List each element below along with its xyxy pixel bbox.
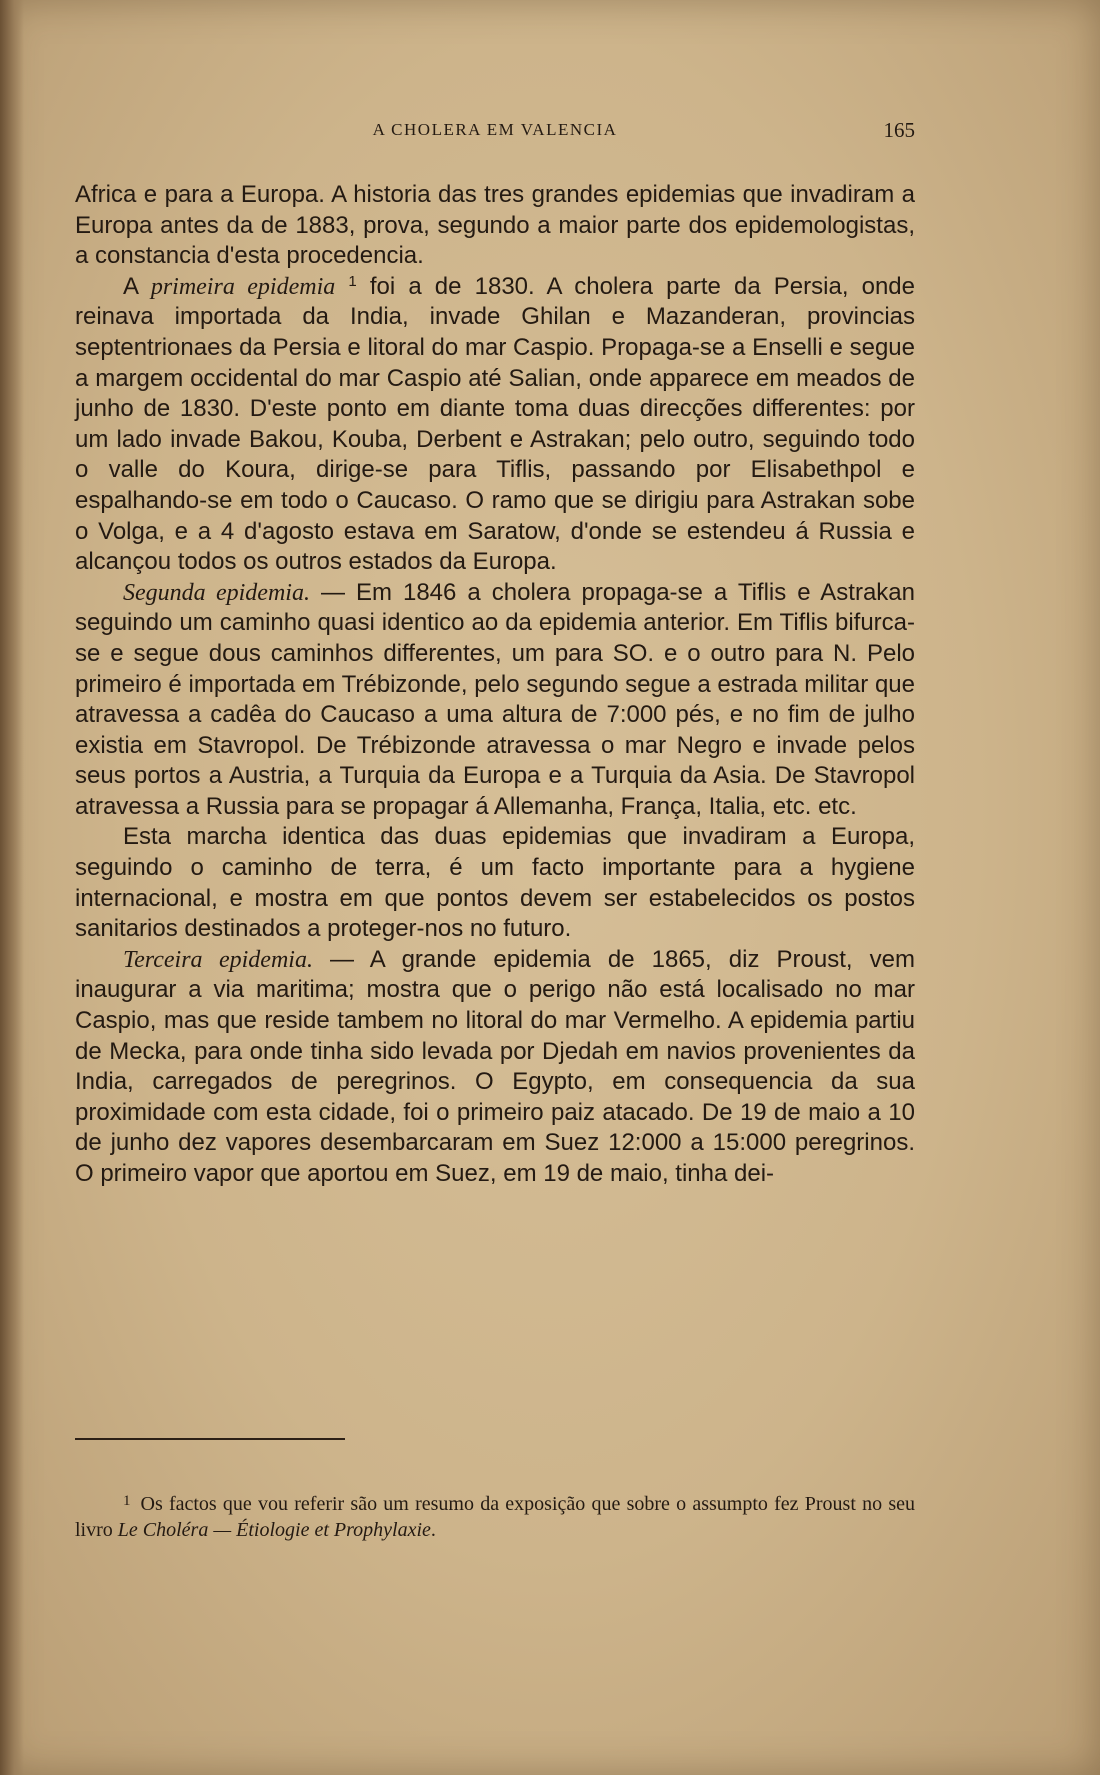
paragraph-5	[75, 945, 915, 1190]
body-text	[75, 180, 915, 1190]
paragraph-4	[75, 822, 915, 944]
paragraph-text: Africa e para a Europa. A historia das tres grandes epidemias que invadiram a Europa antes da de 1883, prova, segundo a maior parte dos epidemologistas, a constancia d'esta procedencia.	[75, 181, 915, 270]
footnote-text: Os factos que vou referir são um resumo da exposição que sobre o assumpto fez Proust no seu livro	[75, 1493, 915, 1541]
book-spine-shadow	[0, 0, 24, 1775]
paragraph-1	[75, 180, 915, 272]
paragraph-text: Esta marcha identica das duas epidemias que invadiram a Europa, seguindo o caminho de terra, é um facto importante para a hygiene internacional, e mostra em que pontos devem ser estabelecidos os postos sanitarios destinados a proteger-nos no futuro.	[75, 823, 915, 943]
footnote-book-title: Le Choléra — Étiologie et Prophylaxie	[117, 1519, 431, 1541]
footnote	[75, 1488, 915, 1543]
paragraph-3	[75, 578, 915, 823]
page-number: 165	[883, 118, 915, 142]
footnote-divider	[75, 1438, 345, 1440]
footnote-reference: 1	[348, 272, 357, 290]
paragraph-2	[75, 272, 915, 578]
running-title: A CHOLERA EM VALENCIA	[372, 120, 618, 139]
footnote-end: .	[430, 1519, 436, 1541]
running-head	[75, 118, 915, 146]
paragraph-text: — Em 1846 a cholera propaga-se a Tiflis e Astrakan seguindo um caminho quasi identico ao da epidemia anterior. Em Tiflis bifurca-se e segue dous caminhos differentes, um para SO. e o outro para N. Pelo primeiro é importada em Trébizonde, pelo segundo segue a estrada militar que atravessa a cadêa do Caucaso a uma altura de 7:000 pés, e no fim de julho existia em Stavropol. De Trébizonde atravessa o mar Negro e invade pelos seus portos a Austria, a Turquia da Europa e a Turquia da Asia. De Stavropol atravessa a Russia para se propagar á Allemanha, França, Italia, etc. etc.	[75, 578, 915, 820]
italic-heading: Segunda epidemia.	[123, 579, 310, 606]
paragraph-text: foi a de 1830. A cholera parte da Persia, onde reinava importada da India, invade Ghilan e Mazanderan, provincias septentrionaes da Persia e litoral do mar Caspio. Propaga-se a Enselli e segue a margem occidental do mar Caspio até Salian, onde apparece em meados de junho de 1830. D'este ponto em diante toma duas direcções differentes: por um lado invade Bakou, Kouba, Derbent e Astrakan; pelo outro, seguindo todo o valle do Koura, dirige-se para Tiflis, passando por Elisabethpol e espalhando-se em todo o Caucaso. O ramo que se dirigiu para Astrakan sobe o Volga, e a 4 d'agosto estava em Saratow, d'onde se estendeu á Russia e alcançou todos os outros estados da Europa.	[75, 272, 916, 576]
footnote-mark: 1	[123, 1493, 131, 1509]
paragraph-pre: A	[123, 272, 151, 300]
italic-heading: Terceira epidemia.	[123, 946, 313, 973]
italic-heading: primeira epidemia	[150, 273, 336, 300]
paragraph-text: — A grande epidemia de 1865, diz Proust, vem inaugurar a via maritima; mostra que o perigo não está localisado no mar Caspio, mas que reside tambem no litoral do mar Vermelho. A epidemia partiu de Mecka, para onde tinha sido levada por Djedah em navios provenientes da India, carregados de peregrinos. O Egypto, em consequencia da sua proximidade com esta cidade, foi o primeiro paiz atacado. De 19 de maio a 10 de junho dez vapores desembarcaram em Suez 12:000 a 15:000 peregrinos. O primeiro vapor que aportou em Suez, em 19 de maio, tinha dei-	[75, 945, 915, 1187]
